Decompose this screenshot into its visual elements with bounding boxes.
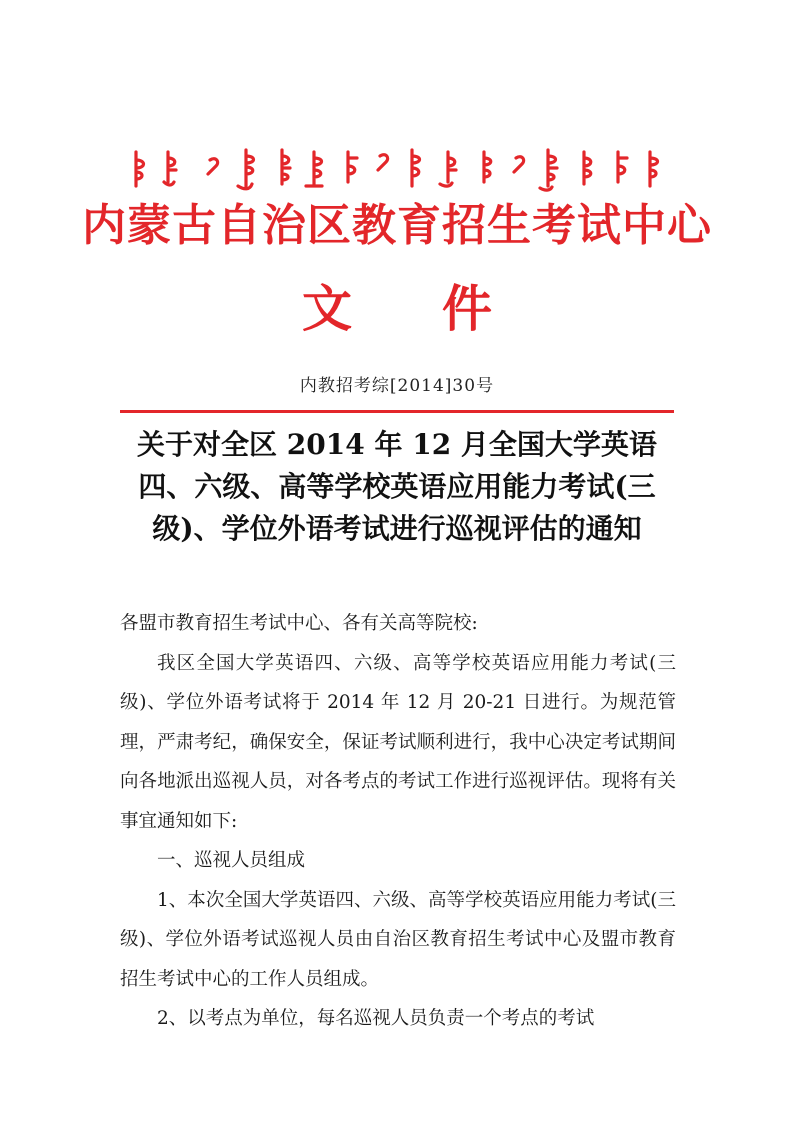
salutation: 各盟市教育招生考试中心、各有关高等院校: [120, 613, 478, 634]
notice-title-line-3: 级)、学位外语考试进行巡视评估的通知 [152, 512, 642, 545]
list-item-1: 1、本次全国大学英语四、六级、高等学校英语应用能力考试(三级)、学位外语考试巡视人员由自治区教育招生考试中心及盟市教育招生考试中心的工作人员组成。 [120, 889, 676, 990]
paragraph-intro: 我区全国大学英语四、六级、高等学校英语应用能力考试(三级)、学位外语考试将于 2014 年 12 月 20-21 日进行。为规范管理，严肃考纪，确保安全，保证考试顺利进行，我中心决定考试期间向各地派出巡视人员，对各考点的考试工作进行巡视评估。现将有关事宜通知如下: [120, 652, 676, 832]
red-divider-line [120, 410, 674, 413]
list-item-2: 2、以考点为单位，每名巡视人员负责一个考点的考试 [157, 1008, 595, 1029]
notice-title-line-2: 四、六级、高等学校英语应用能力考试(三 [138, 470, 656, 503]
document-title: 文件 [302, 280, 582, 338]
mongolian-script-header [130, 146, 670, 196]
document-number: 内教招考综[2014]30号 [299, 376, 495, 396]
section-heading-personnel: 一、巡视人员组成 [157, 850, 306, 871]
issuing-organization-name: 内蒙古自治区教育招生考试中心 [82, 200, 712, 251]
notice-title-line-1: 关于对全区 2014 年 12 月全国大学英语 [137, 428, 657, 461]
notice-title [120, 424, 674, 550]
document-body [120, 604, 676, 1039]
